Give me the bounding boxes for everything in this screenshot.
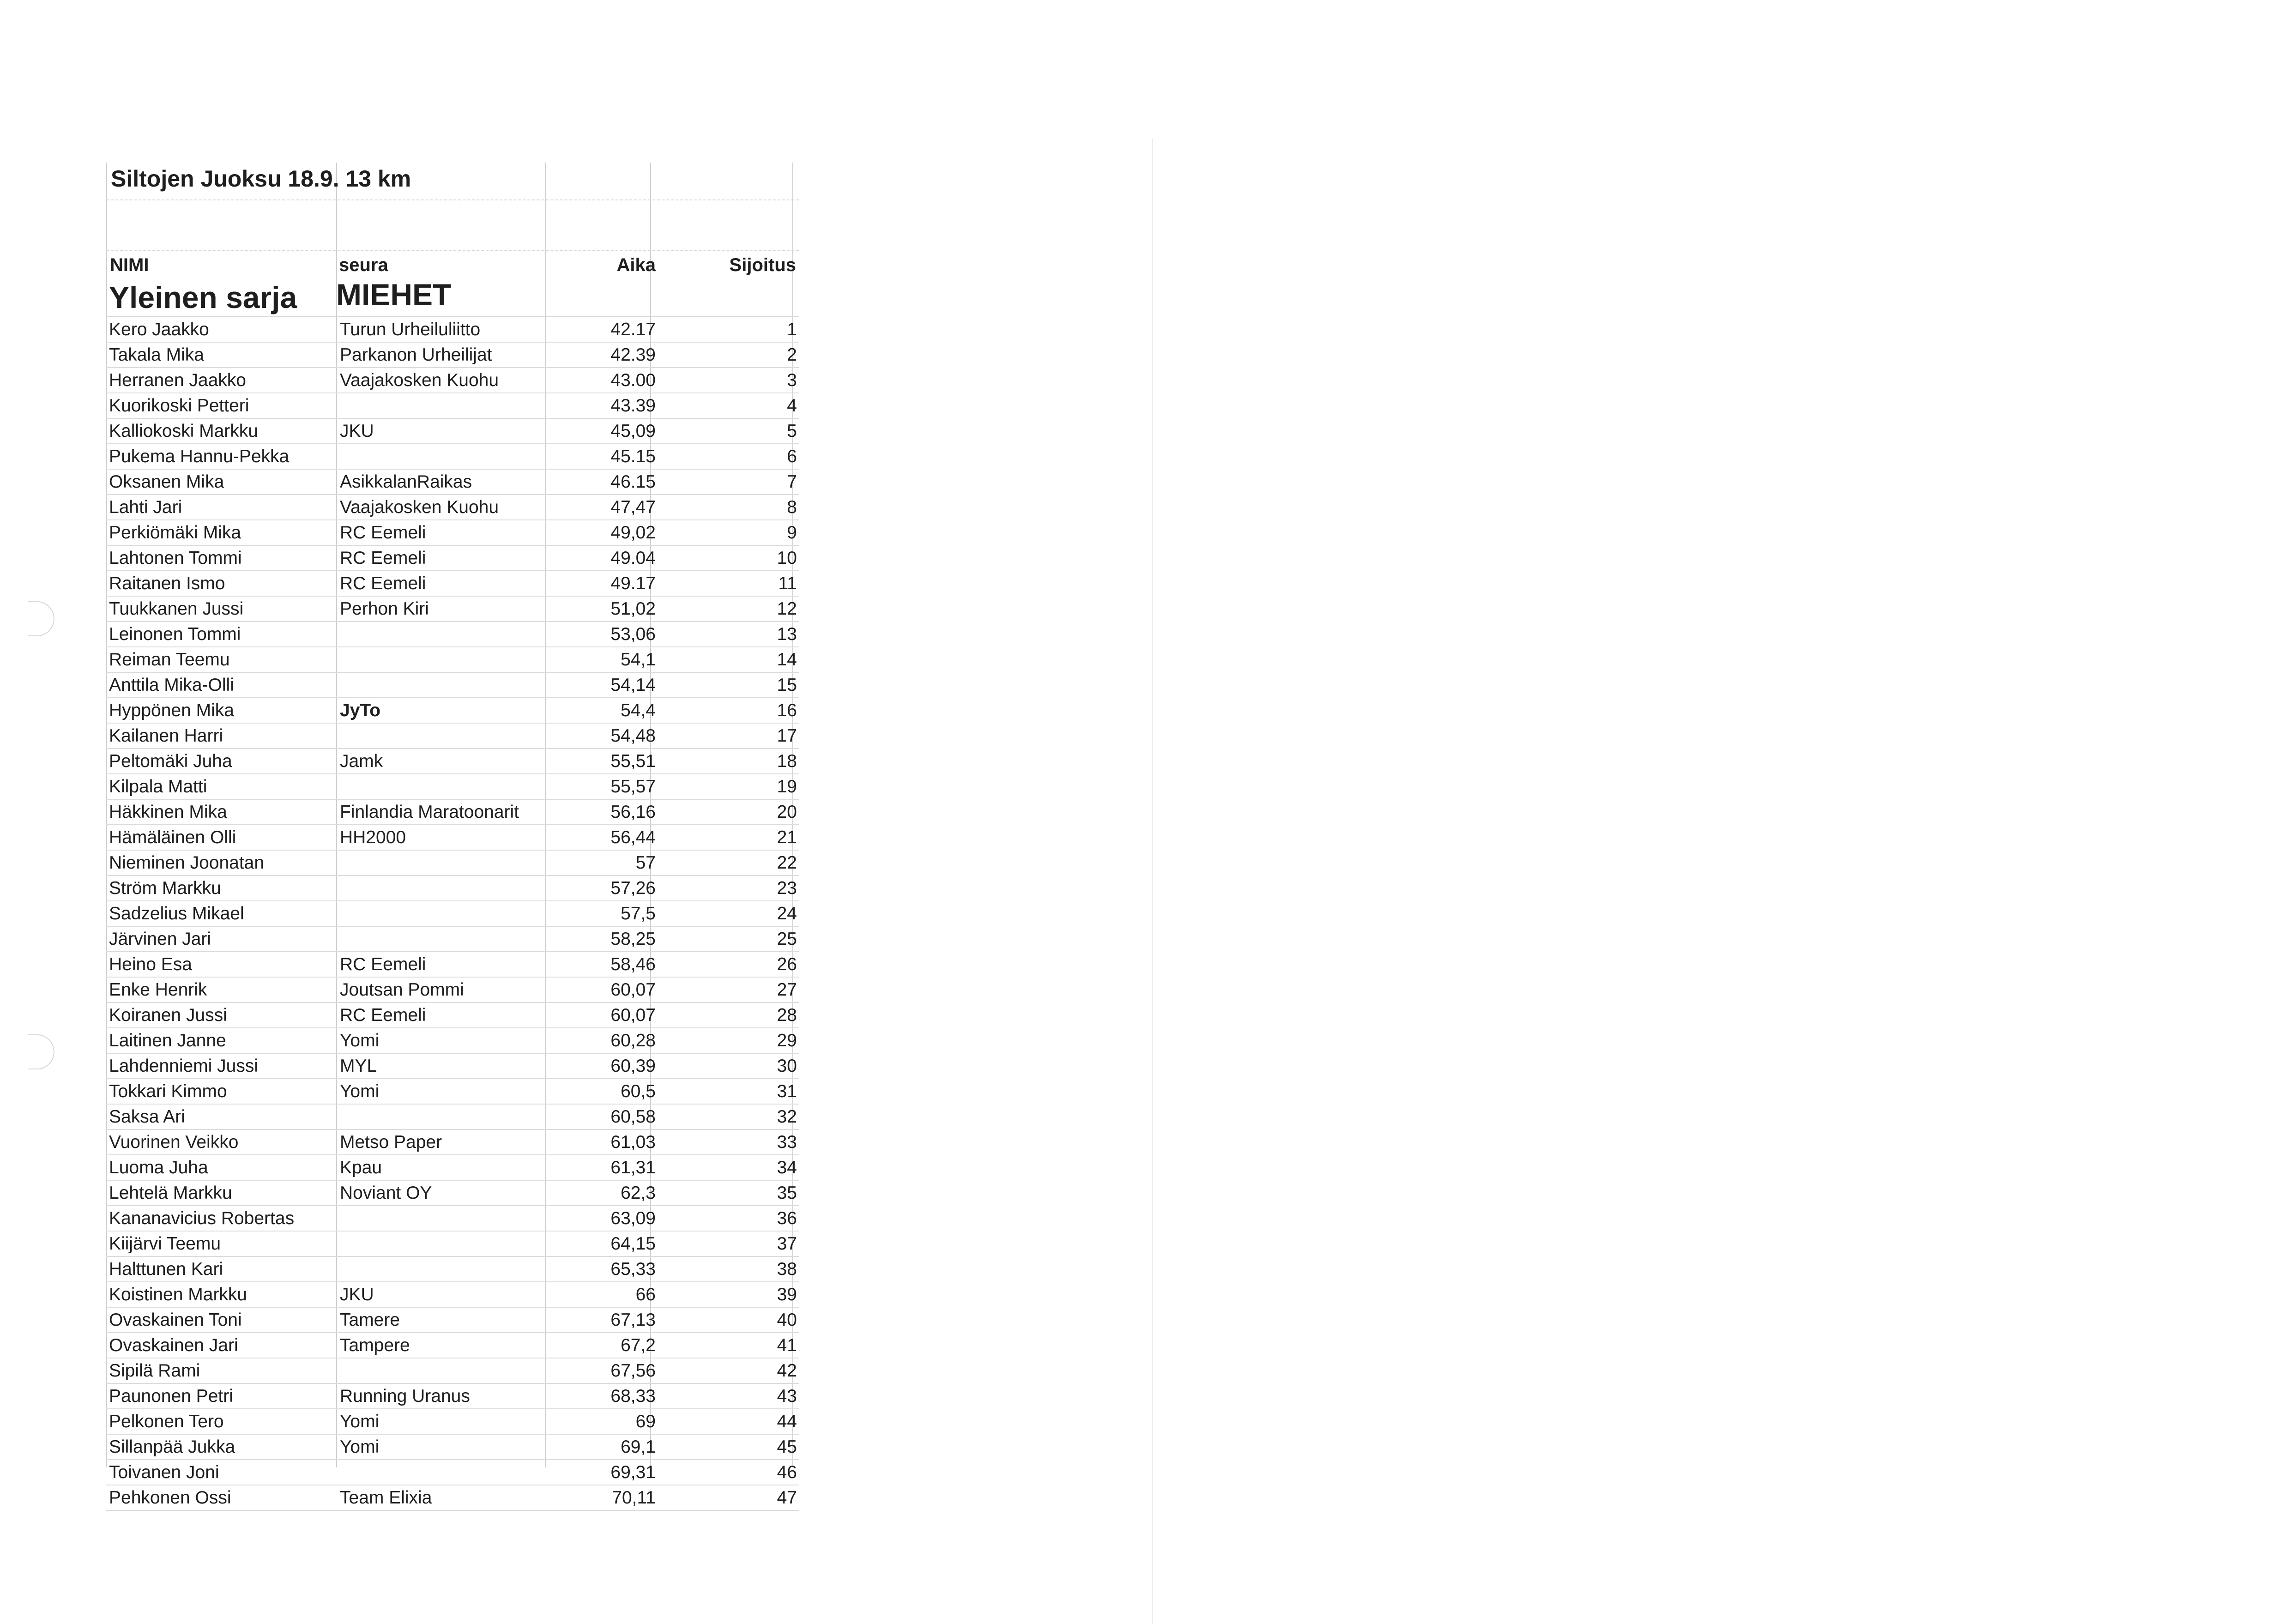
runner-rank: 1 bbox=[787, 320, 797, 339]
runner-name: Kailanen Harri bbox=[109, 726, 223, 746]
results-sheet bbox=[106, 163, 799, 1511]
runner-club: Vaajakosken Kuohu bbox=[340, 370, 499, 390]
table-row bbox=[106, 317, 799, 343]
runner-name: Kilpala Matti bbox=[109, 777, 207, 797]
runner-name: Kananavicius Robertas bbox=[109, 1208, 295, 1228]
table-row bbox=[106, 901, 799, 927]
runner-name: Pukema Hannu-Pekka bbox=[109, 447, 290, 466]
runner-rank: 21 bbox=[777, 827, 797, 847]
runner-rank: 38 bbox=[777, 1259, 797, 1279]
header-time: Aika bbox=[616, 255, 656, 275]
runner-rank: 8 bbox=[787, 497, 797, 517]
runner-name: Pelkonen Tero bbox=[109, 1412, 224, 1431]
runner-time: 69 bbox=[635, 1412, 656, 1431]
runner-name: Laitinen Janne bbox=[109, 1031, 226, 1050]
runner-rank: 14 bbox=[777, 650, 797, 670]
table-row bbox=[106, 1333, 799, 1358]
runner-rank: 35 bbox=[777, 1183, 797, 1203]
runner-time: 61,03 bbox=[610, 1132, 656, 1152]
runner-rank: 18 bbox=[777, 751, 797, 771]
table-row bbox=[106, 698, 799, 724]
table-row bbox=[106, 1384, 799, 1409]
runner-name: Ström Markku bbox=[109, 878, 221, 898]
series-title: Yleinen sarja bbox=[109, 280, 297, 314]
table-row bbox=[106, 1181, 799, 1206]
table-row bbox=[106, 1358, 799, 1384]
header-name: NIMI bbox=[110, 255, 149, 275]
runner-rank: 24 bbox=[777, 904, 797, 924]
runner-time: 54,14 bbox=[610, 675, 656, 695]
table-row bbox=[106, 571, 799, 597]
runner-time: 60,28 bbox=[610, 1031, 656, 1050]
runner-club: Yomi bbox=[340, 1437, 380, 1457]
table-row bbox=[106, 1232, 799, 1257]
runner-rank: 41 bbox=[777, 1335, 797, 1355]
runner-name: Takala Mika bbox=[109, 345, 204, 365]
table-row bbox=[106, 1105, 799, 1130]
runner-name: Oksanen Mika bbox=[109, 472, 224, 492]
runner-club: Turun Urheiluliitto bbox=[340, 320, 481, 339]
runner-time: 58,25 bbox=[610, 929, 656, 949]
runner-club: RC Eemeli bbox=[340, 523, 426, 543]
table-row bbox=[106, 1003, 799, 1028]
runner-club: JyTo bbox=[340, 700, 381, 720]
runner-name: Perkiömäki Mika bbox=[109, 523, 241, 543]
runner-club: Parkanon Urheilijat bbox=[340, 345, 492, 365]
runner-club: Yomi bbox=[340, 1412, 380, 1431]
runner-rank: 26 bbox=[777, 954, 797, 974]
runner-club: RC Eemeli bbox=[340, 1005, 426, 1025]
table-row bbox=[106, 724, 799, 749]
runner-time: 46.15 bbox=[610, 472, 656, 492]
runner-club: HH2000 bbox=[340, 827, 406, 847]
runner-name: Peltomäki Juha bbox=[109, 751, 232, 771]
runner-club: Yomi bbox=[340, 1081, 380, 1101]
runner-rank: 16 bbox=[777, 700, 797, 720]
runner-name: Sipilä Rami bbox=[109, 1361, 200, 1381]
runner-rank: 3 bbox=[787, 370, 797, 390]
runner-club: Tamere bbox=[340, 1310, 400, 1330]
runner-rank: 13 bbox=[777, 624, 797, 644]
results-rows bbox=[106, 317, 799, 1511]
runner-club: Jamk bbox=[340, 751, 383, 771]
runner-name: Heino Esa bbox=[109, 954, 192, 974]
table-row bbox=[106, 444, 799, 470]
table-row bbox=[106, 520, 799, 546]
runner-time: 57,26 bbox=[610, 878, 656, 898]
runner-rank: 43 bbox=[777, 1386, 797, 1406]
table-row bbox=[106, 978, 799, 1003]
table-row bbox=[106, 1257, 799, 1282]
runner-rank: 28 bbox=[777, 1005, 797, 1025]
runner-name: Leinonen Tommi bbox=[109, 624, 241, 644]
runner-name: Reiman Teemu bbox=[109, 650, 230, 670]
runner-time: 63,09 bbox=[610, 1208, 656, 1228]
runner-time: 54,1 bbox=[621, 650, 656, 670]
runner-time: 56,44 bbox=[610, 827, 656, 847]
runner-rank: 31 bbox=[777, 1081, 797, 1101]
table-row bbox=[106, 368, 799, 393]
runner-rank: 10 bbox=[777, 548, 797, 568]
runner-club: Metso Paper bbox=[340, 1132, 442, 1152]
runner-rank: 32 bbox=[777, 1107, 797, 1127]
table-row bbox=[106, 419, 799, 444]
runner-rank: 45 bbox=[777, 1437, 797, 1457]
runner-time: 45.15 bbox=[610, 447, 656, 466]
runner-time: 60,39 bbox=[610, 1056, 656, 1076]
table-row bbox=[106, 673, 799, 698]
table-row bbox=[106, 1308, 799, 1333]
runner-name: Ovaskainen Toni bbox=[109, 1310, 242, 1330]
table-row bbox=[106, 393, 799, 419]
runner-rank: 2 bbox=[787, 345, 797, 365]
runner-time: 60,58 bbox=[610, 1107, 656, 1127]
runner-name: Anttila Mika-Olli bbox=[109, 675, 234, 695]
runner-name: Kero Jaakko bbox=[109, 320, 209, 339]
runner-time: 67,2 bbox=[621, 1335, 656, 1355]
title-row bbox=[106, 163, 799, 200]
runner-name: Kuorikoski Petteri bbox=[109, 396, 249, 416]
runner-rank: 39 bbox=[777, 1285, 797, 1304]
runner-time: 61,31 bbox=[610, 1158, 656, 1177]
runner-rank: 44 bbox=[777, 1412, 797, 1431]
runner-club: Kpau bbox=[340, 1158, 382, 1177]
runner-name: Luoma Juha bbox=[109, 1158, 208, 1177]
runner-club: MYL bbox=[340, 1056, 377, 1076]
runner-time: 54,4 bbox=[621, 700, 656, 720]
runner-name: Kiijärvi Teemu bbox=[109, 1234, 221, 1254]
runner-club: Joutsan Pommi bbox=[340, 980, 464, 1000]
runner-time: 45,09 bbox=[610, 421, 656, 441]
runner-name: Toivanen Joni bbox=[109, 1462, 219, 1482]
table-row bbox=[106, 1435, 799, 1460]
runner-time: 66 bbox=[635, 1285, 656, 1304]
runner-name: Enke Henrik bbox=[109, 980, 207, 1000]
runner-name: Hämäläinen Olli bbox=[109, 827, 236, 847]
runner-time: 55,57 bbox=[610, 777, 656, 797]
runner-rank: 7 bbox=[787, 472, 797, 492]
runner-time: 43.39 bbox=[610, 396, 656, 416]
runner-time: 42.39 bbox=[610, 345, 656, 365]
runner-name: Järvinen Jari bbox=[109, 929, 211, 949]
runner-time: 55,51 bbox=[610, 751, 656, 771]
table-row bbox=[106, 495, 799, 520]
runner-rank: 30 bbox=[777, 1056, 797, 1076]
runner-rank: 27 bbox=[777, 980, 797, 1000]
runner-time: 56,16 bbox=[610, 802, 656, 822]
runner-rank: 5 bbox=[787, 421, 797, 441]
runner-time: 51,02 bbox=[610, 599, 656, 619]
table-row bbox=[106, 1409, 799, 1435]
table-row bbox=[106, 1130, 799, 1155]
runner-time: 57,5 bbox=[621, 904, 656, 924]
runner-club: Tampere bbox=[340, 1335, 410, 1355]
runner-time: 67,13 bbox=[610, 1310, 656, 1330]
runner-rank: 9 bbox=[787, 523, 797, 543]
runner-name: Lehtelä Markku bbox=[109, 1183, 232, 1203]
header-spacer bbox=[106, 251, 799, 275]
binder-hole-top bbox=[28, 601, 54, 636]
runner-club: RC Eemeli bbox=[340, 954, 426, 974]
runner-time: 49,02 bbox=[610, 523, 656, 543]
runner-time: 62,3 bbox=[621, 1183, 656, 1203]
runner-rank: 40 bbox=[777, 1310, 797, 1330]
runner-time: 54,48 bbox=[610, 726, 656, 746]
runner-club: JKU bbox=[340, 421, 374, 441]
table-row bbox=[106, 952, 799, 978]
table-row bbox=[106, 597, 799, 622]
binder-hole-bottom bbox=[28, 1034, 54, 1069]
runner-time: 70,11 bbox=[612, 1488, 656, 1508]
runner-time: 60,07 bbox=[610, 1005, 656, 1025]
header-club: seura bbox=[339, 255, 388, 275]
runner-time: 58,46 bbox=[610, 954, 656, 974]
table-row bbox=[106, 1028, 799, 1054]
runner-name: Kalliokoski Markku bbox=[109, 421, 258, 441]
runner-name: Paunonen Petri bbox=[109, 1386, 233, 1406]
runner-rank: 46 bbox=[777, 1462, 797, 1482]
table-row bbox=[106, 800, 799, 825]
runner-time: 60,5 bbox=[621, 1081, 656, 1101]
table-row bbox=[106, 1460, 799, 1485]
runner-name: Häkkinen Mika bbox=[109, 802, 227, 822]
runner-name: Lahdenniemi Jussi bbox=[109, 1056, 259, 1076]
runner-rank: 17 bbox=[777, 726, 797, 746]
table-row bbox=[106, 927, 799, 952]
runner-time: 60,07 bbox=[610, 980, 656, 1000]
runner-time: 49.04 bbox=[610, 548, 656, 568]
table-row bbox=[106, 825, 799, 851]
table-row bbox=[106, 622, 799, 647]
runner-name: Koistinen Markku bbox=[109, 1285, 247, 1304]
runner-name: Vuorinen Veikko bbox=[109, 1132, 239, 1152]
runner-club: Yomi bbox=[340, 1031, 380, 1050]
page-fold-line bbox=[1152, 139, 1153, 1624]
runner-rank: 34 bbox=[777, 1158, 797, 1177]
runner-rank: 22 bbox=[777, 853, 797, 873]
runner-name: Tokkari Kimmo bbox=[109, 1081, 227, 1101]
runner-club: Team Elixia bbox=[340, 1488, 432, 1508]
runner-name: Koiranen Jussi bbox=[109, 1005, 227, 1025]
runner-name: Nieminen Joonatan bbox=[109, 853, 265, 873]
table-row bbox=[106, 749, 799, 774]
runner-club: Running Uranus bbox=[340, 1386, 470, 1406]
category-title: MIEHET bbox=[336, 278, 452, 312]
runner-name: Saksa Ari bbox=[109, 1107, 185, 1127]
runner-time: 57 bbox=[635, 853, 656, 873]
runner-club: Vaajakosken Kuohu bbox=[340, 497, 499, 517]
runner-time: 68,33 bbox=[610, 1386, 656, 1406]
runner-club: AsikkalanRaikas bbox=[340, 472, 472, 492]
runner-club: Finlandia Maratoonarit bbox=[340, 802, 519, 822]
runner-name: Hyppönen Mika bbox=[109, 700, 234, 720]
runner-time: 65,33 bbox=[610, 1259, 656, 1279]
runner-name: Raitanen Ismo bbox=[109, 574, 225, 593]
document-title: Siltojen Juoksu 18.9. 13 km bbox=[111, 166, 411, 192]
runner-name: Lahti Jari bbox=[109, 497, 182, 517]
runner-time: 69,1 bbox=[621, 1437, 656, 1457]
runner-rank: 11 bbox=[778, 574, 797, 593]
runner-time: 67,56 bbox=[610, 1361, 656, 1381]
runner-rank: 37 bbox=[777, 1234, 797, 1254]
runner-rank: 15 bbox=[777, 675, 797, 695]
runner-rank: 29 bbox=[777, 1031, 797, 1050]
runner-rank: 6 bbox=[787, 447, 797, 466]
runner-rank: 47 bbox=[777, 1488, 797, 1508]
runner-time: 69,31 bbox=[610, 1462, 656, 1482]
runner-name: Lahtonen Tommi bbox=[109, 548, 242, 568]
runner-club: RC Eemeli bbox=[340, 548, 426, 568]
table-row bbox=[106, 774, 799, 800]
table-row bbox=[106, 546, 799, 571]
runner-name: Halttunen Kari bbox=[109, 1259, 223, 1279]
runner-name: Sillanpää Jukka bbox=[109, 1437, 235, 1457]
table-row bbox=[106, 851, 799, 876]
runner-rank: 4 bbox=[787, 396, 797, 416]
runner-time: 53,06 bbox=[610, 624, 656, 644]
runner-time: 47,47 bbox=[610, 497, 656, 517]
header-rank: Sijoitus bbox=[729, 255, 796, 275]
table-row bbox=[106, 647, 799, 673]
table-row bbox=[106, 1079, 799, 1105]
runner-rank: 42 bbox=[777, 1361, 797, 1381]
header-row bbox=[106, 200, 799, 275]
runner-rank: 20 bbox=[777, 802, 797, 822]
runner-name: Ovaskainen Jari bbox=[109, 1335, 238, 1355]
runner-name: Tuukkanen Jussi bbox=[109, 599, 244, 619]
runner-time: 43.00 bbox=[610, 370, 656, 390]
table-row bbox=[106, 1485, 799, 1511]
runner-time: 64,15 bbox=[610, 1234, 656, 1254]
table-row bbox=[106, 1206, 799, 1232]
runner-name: Herranen Jaakko bbox=[109, 370, 246, 390]
runner-club: JKU bbox=[340, 1285, 374, 1304]
runner-rank: 19 bbox=[777, 777, 797, 797]
table-row bbox=[106, 1155, 799, 1181]
runner-rank: 23 bbox=[777, 878, 797, 898]
runner-rank: 36 bbox=[777, 1208, 797, 1228]
table-row bbox=[106, 1054, 799, 1079]
runner-time: 49.17 bbox=[610, 574, 656, 593]
runner-name: Pehkonen Ossi bbox=[109, 1488, 231, 1508]
runner-rank: 33 bbox=[777, 1132, 797, 1152]
runner-name: Sadzelius Mikael bbox=[109, 904, 244, 924]
runner-club: Noviant OY bbox=[340, 1183, 432, 1203]
runner-time: 42.17 bbox=[610, 320, 656, 339]
table-row bbox=[106, 876, 799, 901]
table-row bbox=[106, 343, 799, 368]
section-row bbox=[106, 275, 799, 317]
runner-club: Perhon Kiri bbox=[340, 599, 429, 619]
table-row bbox=[106, 470, 799, 495]
runner-rank: 12 bbox=[777, 599, 797, 619]
runner-rank: 25 bbox=[777, 929, 797, 949]
table-row bbox=[106, 1282, 799, 1308]
runner-club: RC Eemeli bbox=[340, 574, 426, 593]
